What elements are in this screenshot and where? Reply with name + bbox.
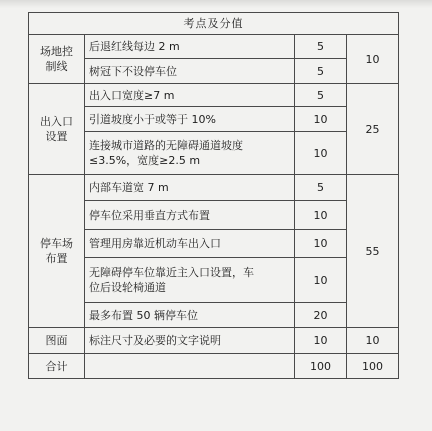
- table-row: [29, 84, 399, 107]
- table-row: [29, 132, 399, 175]
- table-row: [29, 328, 399, 354]
- item-cell: [85, 258, 295, 303]
- item-cell: 最多布置 50 辆停车位: [85, 303, 295, 328]
- score-cell: 10: [295, 258, 347, 303]
- subtotal-cell: 55: [347, 175, 399, 328]
- category-label: 设置: [45, 130, 68, 143]
- score-cell: 10: [295, 201, 347, 230]
- item-cell: 停车位采用垂直方式布置: [85, 201, 295, 230]
- item-text-line: ≤3.5%，宽度≥2.5 m: [89, 154, 201, 167]
- category-label: 出入口: [40, 115, 73, 128]
- category-label: 停车场: [40, 237, 73, 250]
- table-row: [29, 303, 399, 328]
- category-cell: [29, 84, 85, 175]
- header-row: [29, 13, 399, 35]
- total-row: [29, 354, 399, 379]
- score-cell: 5: [295, 59, 347, 84]
- category-label: 场地控: [40, 45, 73, 58]
- score-cell: 10: [295, 328, 347, 354]
- table-row: [29, 201, 399, 230]
- score-cell: 10: [295, 230, 347, 258]
- empty-cell: [85, 354, 295, 379]
- category-label: 制线: [45, 60, 68, 73]
- item-text-line: 无障碍停车位靠近主入口设置，车: [89, 266, 254, 279]
- item-cell: 内部车道宽 7 m: [85, 175, 295, 201]
- score-cell: 5: [295, 35, 347, 59]
- category-cell: 图面: [29, 328, 85, 354]
- table-row: [29, 35, 399, 59]
- item-cell: 后退红线每边 2 m: [85, 35, 295, 59]
- table-row: [29, 230, 399, 258]
- score-cell: 20: [295, 303, 347, 328]
- header-title: 考点及分值: [29, 13, 399, 35]
- category-cell: [29, 175, 85, 328]
- item-cell: 出入口宽度≥7 m: [85, 84, 295, 107]
- score-table: [28, 12, 399, 379]
- score-cell: 10: [295, 107, 347, 132]
- item-text-line: 连接城市道路的无障碍通道坡度: [89, 139, 243, 152]
- item-cell: 引道坡度小于或等于 10%: [85, 107, 295, 132]
- total-subtotal: 100: [347, 354, 399, 379]
- total-label: 合计: [29, 354, 85, 379]
- subtotal-cell: 10: [347, 35, 399, 84]
- item-cell: 树冠下不设停车位: [85, 59, 295, 84]
- table-row: [29, 175, 399, 201]
- item-cell: 管理用房靠近机动车出入口: [85, 230, 295, 258]
- score-cell: 10: [295, 132, 347, 175]
- table-row: [29, 59, 399, 84]
- category-cell: [29, 35, 85, 84]
- total-score: 100: [295, 354, 347, 379]
- category-label: 布置: [45, 252, 68, 265]
- subtotal-cell: 25: [347, 84, 399, 175]
- item-cell: 标注尺寸及必要的文字说明: [85, 328, 295, 354]
- item-text-line: 位后设轮椅通道: [89, 281, 166, 294]
- score-cell: 5: [295, 175, 347, 201]
- cropped-top-edge: [0, 0, 432, 8]
- score-cell: 5: [295, 84, 347, 107]
- subtotal-cell: 10: [347, 328, 399, 354]
- table-row: [29, 258, 399, 303]
- table-row: [29, 107, 399, 132]
- item-cell: [85, 132, 295, 175]
